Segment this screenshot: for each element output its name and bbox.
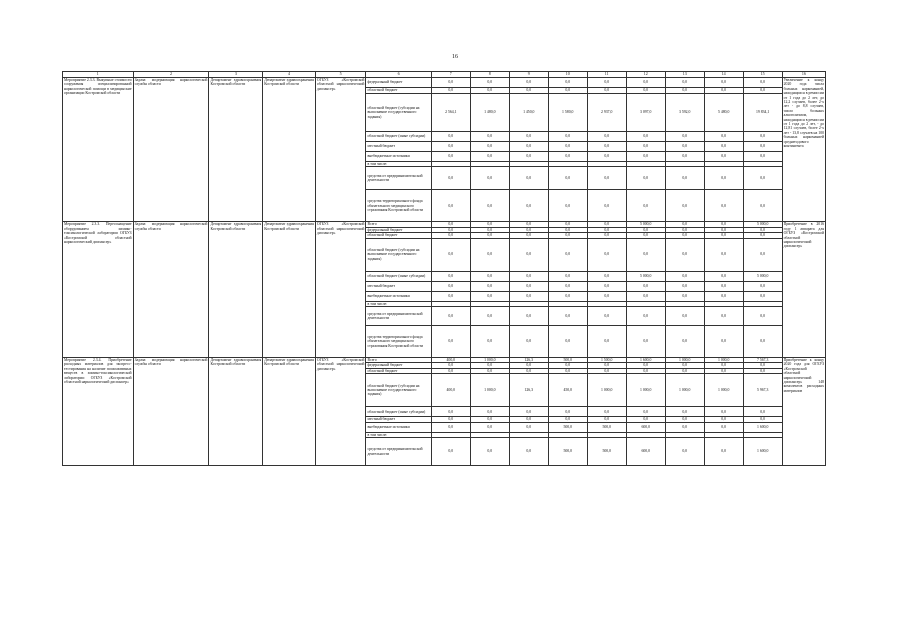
funding-source-cell: федеральный бюджет (366, 363, 431, 368)
value-cell: 400,0 (431, 358, 470, 363)
value-cell: 0,0 (743, 307, 782, 326)
value-cell: 0,0 (665, 142, 704, 152)
executor-cell: Департамент здравоохранения Костромской области (209, 358, 263, 466)
value-cell: 0,0 (587, 222, 626, 227)
value-cell: 0,0 (626, 132, 665, 142)
value-cell: 0,0 (743, 142, 782, 152)
value-cell: 0,0 (704, 222, 743, 227)
value-cell: 0,0 (704, 142, 743, 152)
value-cell: 0,0 (509, 142, 548, 152)
value-cell: 0,0 (509, 271, 548, 281)
value-cell: 0,0 (509, 407, 548, 417)
value-cell: 0,0 (470, 238, 509, 271)
value-cell: 0,0 (665, 167, 704, 190)
value-cell: 0,0 (470, 152, 509, 162)
value-cell: 0,0 (431, 190, 470, 222)
value-cell: 0,0 (509, 190, 548, 222)
value-cell: 0,0 (509, 307, 548, 326)
column-number: 15 (743, 72, 782, 78)
value-cell: 0,0 (431, 238, 470, 271)
column-number: 16 (782, 72, 825, 78)
column-number: 9 (509, 72, 548, 78)
funding-source-cell: областной бюджет (366, 233, 431, 238)
value-cell: 0,0 (665, 132, 704, 142)
funding-source-cell: средства от предпринимательской деятельности (366, 307, 431, 326)
value-cell: 0,0 (431, 88, 470, 94)
column-number: 8 (470, 72, 509, 78)
executor-cell: Департамент здравоохранения Костромской области (209, 222, 263, 358)
value-cell: 0,0 (431, 281, 470, 291)
value-cell: 0,0 (665, 281, 704, 291)
value-cell: 500,0 (548, 358, 587, 363)
value-cell: 3 097,0 (626, 94, 665, 132)
value-cell: 0,0 (470, 271, 509, 281)
value-cell: 0,0 (470, 407, 509, 417)
value-cell: 1 000,0 (704, 358, 743, 363)
value-cell: 0,0 (665, 238, 704, 271)
value-cell: 500,0 (548, 438, 587, 466)
value-cell: 0,0 (470, 88, 509, 94)
value-cell: 0,0 (470, 368, 509, 373)
value-cell: 0,0 (431, 417, 470, 422)
value-cell: 0,0 (704, 78, 743, 88)
value-cell: 1 000,0 (626, 374, 665, 407)
value-cell: 2 937,0 (587, 94, 626, 132)
value-cell: 0,0 (470, 227, 509, 232)
value-cell: 0,0 (431, 132, 470, 142)
value-cell: 0,0 (509, 227, 548, 232)
value-cell: 5 480,0 (704, 94, 743, 132)
value-cell: 0,0 (548, 152, 587, 162)
funding-source-cell: в том числе: (366, 301, 431, 306)
value-cell: 0,0 (431, 271, 470, 281)
value-cell: 0,0 (704, 88, 743, 94)
value-cell: 0,0 (587, 190, 626, 222)
value-cell: 0,0 (548, 291, 587, 301)
value-cell: 0,0 (548, 222, 587, 227)
value-cell: 0,0 (470, 291, 509, 301)
value-cell: 0,0 (431, 407, 470, 417)
coexecutor-cell: Департамент здравоохранения Костромской области (263, 78, 316, 222)
value-cell: 0,0 (431, 167, 470, 190)
funding-source-cell: средства территориального фонда обязательного медицинского страхования Костромской области (366, 326, 431, 358)
value-cell: 0,0 (548, 233, 587, 238)
coexecutor-cell: Департамент здравоохранения Костромской области (263, 222, 316, 358)
value-cell: 0,0 (626, 152, 665, 162)
value-cell: 0,0 (704, 152, 743, 162)
value-cell: 126,3 (509, 374, 548, 407)
column-number: 12 (626, 72, 665, 78)
value-cell: 126,3 (509, 358, 548, 363)
value-cell: 0,0 (431, 142, 470, 152)
funding-source-cell: в том числе: (366, 162, 431, 167)
value-cell: 0,0 (587, 307, 626, 326)
value-cell: 1 580,0 (548, 94, 587, 132)
column-number: 10 (548, 72, 587, 78)
value-cell: 0,0 (626, 190, 665, 222)
recipient-cell: ОГБУЗ «Костромской областной наркологический диспансер» (315, 222, 366, 358)
value-cell: 0,0 (665, 78, 704, 88)
value-cell: 0,0 (626, 238, 665, 271)
funding-source-cell: областной бюджет (366, 88, 431, 94)
value-cell: 0,0 (470, 307, 509, 326)
value-cell: 0,0 (704, 167, 743, 190)
value-cell: 0,0 (548, 132, 587, 142)
value-cell: 0,0 (431, 363, 470, 368)
funding-source-cell: областной бюджет (иные субсидии) (366, 271, 431, 281)
funding-source-cell: местный бюджет (366, 281, 431, 291)
funding-source-cell: внебюджетные источники (366, 152, 431, 162)
value-cell: 0,0 (626, 78, 665, 88)
value-cell: 0,0 (665, 291, 704, 301)
value-cell: 0,0 (548, 326, 587, 358)
result-cell: Приобретение к концу 2020 года для ОГБУЗ «Костромской областной наркологический диспансер» 148 комплектов расходных материалов (782, 358, 825, 466)
value-cell: 0,0 (509, 78, 548, 88)
measure-cell: Мероприятие 2.3.4. Приобретение расходных материалов для экспресс-тестирования на наличие психоактивных веществ в химико-токсикологической лаборатории ОГБУЗ «Костромской областной наркологический диспансер» (63, 358, 134, 466)
value-cell: 0,0 (704, 422, 743, 432)
value-cell: 0,0 (548, 271, 587, 281)
value-cell: 0,0 (704, 238, 743, 271)
recipient-cell: ОГБУЗ «Костромской областной наркологический диспансер» (315, 358, 366, 466)
value-cell: 0,0 (704, 281, 743, 291)
column-number: 1 (63, 72, 134, 78)
value-cell: 0,0 (548, 227, 587, 232)
value-cell: 0,0 (587, 407, 626, 417)
value-cell: 0,0 (509, 422, 548, 432)
value-cell: 1 480,0 (470, 94, 509, 132)
value-cell: 0,0 (509, 238, 548, 271)
funding-source-cell: федеральный бюджет (366, 78, 431, 88)
task-cell: Задача: модернизация наркологической службы области (133, 78, 209, 222)
result-cell: Увеличение к концу 2020 года числа больных наркоманией, находящихся в ремиссии от 1 года до 2 лет, до 12,2 случаев, более 2-х лет - до 8,8 случаев, число больных алкоголизмом, находящихся в ремиссии от 1 года до 2 лет, - до 12,81 случаев, более 2-х лет - 13,8 случаев на 100 больных наркоманией среднегодового контингента (782, 78, 825, 222)
value-cell: 0,0 (626, 281, 665, 291)
value-cell: 0,0 (743, 363, 782, 368)
value-cell: 0,0 (665, 271, 704, 281)
value-cell: 0,0 (626, 307, 665, 326)
value-cell: 0,0 (626, 407, 665, 417)
value-cell: 0,0 (509, 291, 548, 301)
value-cell: 0,0 (470, 233, 509, 238)
value-cell: 0,0 (704, 438, 743, 466)
value-cell: 0,0 (509, 222, 548, 227)
page-number: 16 (452, 54, 458, 60)
value-cell: 0,0 (587, 271, 626, 281)
value-cell: 1 600,0 (626, 358, 665, 363)
value-cell: 0,0 (626, 233, 665, 238)
value-cell: 0,0 (470, 142, 509, 152)
value-cell: 0,0 (626, 167, 665, 190)
value-cell: 0,0 (431, 326, 470, 358)
value-cell: 450,0 (548, 374, 587, 407)
value-cell: 0,0 (431, 422, 470, 432)
funding-source-cell: областной бюджет (366, 368, 431, 373)
column-number: 7 (431, 72, 470, 78)
value-cell: 0,0 (548, 238, 587, 271)
value-cell: 0,0 (470, 422, 509, 432)
value-cell: 0,0 (548, 88, 587, 94)
value-cell: 0,0 (548, 142, 587, 152)
value-cell: 0,0 (587, 152, 626, 162)
funding-source-cell: областной бюджет (субсидии на выполнение государственного задания) (366, 374, 431, 407)
task-cell: Задача: модернизация наркологической службы области (133, 358, 209, 466)
value-cell: 0,0 (665, 152, 704, 162)
value-cell: 0,0 (626, 368, 665, 373)
value-cell: 0,0 (743, 407, 782, 417)
value-cell: 1 600,0 (743, 422, 782, 432)
value-cell: 0,0 (665, 407, 704, 417)
value-cell: 0,0 (626, 88, 665, 94)
value-cell: 0,0 (665, 326, 704, 358)
value-cell: 500,0 (548, 422, 587, 432)
value-cell: 5 967,3 (743, 374, 782, 407)
value-cell: 0,0 (665, 88, 704, 94)
value-cell: 0,0 (665, 190, 704, 222)
value-cell: 0,0 (509, 88, 548, 94)
value-cell: 0,0 (665, 422, 704, 432)
funding-source-cell: местный бюджет (366, 142, 431, 152)
value-cell: 0,0 (431, 222, 470, 227)
value-cell: 0,0 (743, 227, 782, 232)
value-cell: 0,0 (704, 291, 743, 301)
value-cell: 0,0 (743, 167, 782, 190)
value-cell: 0,0 (704, 190, 743, 222)
value-cell: 0,0 (470, 438, 509, 466)
value-cell: 1 000,0 (665, 358, 704, 363)
value-cell: 0,0 (587, 281, 626, 291)
value-cell: 7 567,3 (743, 358, 782, 363)
value-cell: 0,0 (743, 417, 782, 422)
value-cell: 0,0 (665, 368, 704, 373)
table-row (63, 78, 826, 88)
value-cell: 0,0 (587, 132, 626, 142)
value-cell: 0,0 (587, 326, 626, 358)
column-number: 5 (315, 72, 366, 78)
value-cell: 0,0 (470, 363, 509, 368)
value-cell: 0,0 (509, 368, 548, 373)
value-cell: 1 000,0 (587, 374, 626, 407)
value-cell: 0,0 (548, 190, 587, 222)
measure-cell: Мероприятие 2.3.3. Переоснащение оборудованием химико-токсикологической лаборатории ОГБУЗ «Костромской областной наркологический диспансер» (63, 222, 134, 358)
funding-source-cell: внебюджетные источники (366, 422, 431, 432)
funding-source-cell: средства территориального фонда обязательного медицинского страхования Костромской области (366, 190, 431, 222)
value-cell: 0,0 (431, 438, 470, 466)
value-cell: 2 564,1 (431, 94, 470, 132)
value-cell: 0,0 (509, 152, 548, 162)
value-cell: 0,0 (509, 233, 548, 238)
funding-source-cell: областной бюджет (иные субсидии) (366, 132, 431, 142)
value-cell: 5 000,0 (626, 271, 665, 281)
executor-cell: Департамент здравоохранения Костромской области (209, 78, 263, 222)
value-cell: 0,0 (704, 307, 743, 326)
funding-source-cell: внебюджетные источники (366, 291, 431, 301)
funding-source-cell: Всего (366, 358, 431, 363)
value-cell: 0,0 (626, 227, 665, 232)
funding-source-cell: областной бюджет (субсидии на выполнение государственного задания) (366, 238, 431, 271)
budget-table (62, 71, 826, 466)
value-cell: 500,0 (587, 422, 626, 432)
value-cell: 0,0 (548, 78, 587, 88)
value-cell: 0,0 (587, 167, 626, 190)
value-cell: 0,0 (665, 307, 704, 326)
column-number: 13 (665, 72, 704, 78)
value-cell: 0,0 (743, 326, 782, 358)
value-cell: 0,0 (743, 233, 782, 238)
value-cell: 0,0 (704, 326, 743, 358)
value-cell: 0,0 (548, 368, 587, 373)
value-cell: 0,0 (704, 271, 743, 281)
funding-source-cell: средства от предпринимательской деятельности (366, 167, 431, 190)
value-cell: 0,0 (470, 417, 509, 422)
value-cell: 600,0 (626, 438, 665, 466)
value-cell: 0,0 (509, 417, 548, 422)
value-cell: 0,0 (665, 222, 704, 227)
value-cell: 0,0 (587, 291, 626, 301)
value-cell: 3 592,0 (665, 94, 704, 132)
value-cell: 0,0 (743, 152, 782, 162)
column-number: 2 (133, 72, 209, 78)
value-cell: 0,0 (431, 152, 470, 162)
value-cell: 0,0 (704, 407, 743, 417)
column-number: 4 (263, 72, 316, 78)
value-cell: 0,0 (587, 88, 626, 94)
value-cell: 1 000,0 (470, 358, 509, 363)
value-cell: 0,0 (704, 132, 743, 142)
value-cell: 0,0 (548, 407, 587, 417)
value-cell: 0,0 (743, 281, 782, 291)
value-cell: 0,0 (431, 78, 470, 88)
value-cell: 0,0 (548, 281, 587, 291)
value-cell: 0,0 (470, 281, 509, 291)
value-cell: 0,0 (548, 417, 587, 422)
column-number: 14 (704, 72, 743, 78)
value-cell: 0,0 (665, 233, 704, 238)
value-cell: 0,0 (509, 281, 548, 291)
value-cell: 0,0 (587, 417, 626, 422)
value-cell: 600,0 (626, 422, 665, 432)
value-cell: 0,0 (587, 238, 626, 271)
value-cell: 0,0 (587, 227, 626, 232)
value-cell: 0,0 (509, 326, 548, 358)
value-cell: 0,0 (431, 227, 470, 232)
value-cell: 0,0 (665, 417, 704, 422)
value-cell: 0,0 (665, 363, 704, 368)
value-cell: 0,0 (470, 326, 509, 358)
value-cell: 1 600,0 (743, 438, 782, 466)
value-cell: 0,0 (626, 417, 665, 422)
value-cell: 0,0 (743, 132, 782, 142)
measure-cell: Мероприятие 2.3.3. Выкупные стоимости сооружения специализированной наркологической помощи в медицинские организации Костромской области (63, 78, 134, 222)
value-cell: 0,0 (743, 238, 782, 271)
value-cell: 0,0 (704, 227, 743, 232)
value-cell: 0,0 (548, 167, 587, 190)
value-cell: 0,0 (548, 307, 587, 326)
column-number: 6 (366, 72, 431, 78)
funding-source-cell: федеральный бюджет (366, 227, 431, 232)
recipient-cell: ОГБУЗ «Костромской областной наркологический диспансер» (315, 78, 366, 222)
value-cell: 0,0 (587, 368, 626, 373)
value-cell: 5 000,0 (626, 222, 665, 227)
value-cell: 0,0 (626, 291, 665, 301)
value-cell: 1 000,0 (470, 374, 509, 407)
value-cell: 0,0 (509, 167, 548, 190)
value-cell: 0,0 (548, 363, 587, 368)
funding-source-cell: в том числе: (366, 432, 431, 437)
value-cell: 0,0 (431, 307, 470, 326)
task-cell: Задача: модернизация наркологической службы области (133, 222, 209, 358)
column-number: 11 (587, 72, 626, 78)
value-cell: 0,0 (509, 363, 548, 368)
funding-source-cell: областной бюджет (субсидии на выполнение государственного задания) (366, 94, 431, 132)
value-cell: 400,0 (431, 374, 470, 407)
value-cell: 0,0 (626, 326, 665, 358)
value-cell: 5 000,0 (743, 271, 782, 281)
value-cell: 0,0 (470, 190, 509, 222)
value-cell: 0,0 (470, 222, 509, 227)
value-cell: 0,0 (743, 190, 782, 222)
value-cell: 0,0 (587, 363, 626, 368)
value-cell: 0,0 (704, 363, 743, 368)
value-cell: 0,0 (743, 88, 782, 94)
result-cell: Приобретение в 2016 году 1 аппарата для ОГБУЗ «Костромской областной наркологический диспансер» (782, 222, 825, 358)
value-cell: 0,0 (431, 368, 470, 373)
coexecutor-cell: Департамент здравоохранения Костромской области (263, 358, 316, 466)
value-cell: 500,0 (587, 438, 626, 466)
value-cell: 0,0 (743, 368, 782, 373)
value-cell: 0,0 (470, 132, 509, 142)
funding-source-cell: средства от предпринимательской деятельности (366, 438, 431, 466)
value-cell: 0,0 (587, 233, 626, 238)
value-cell: 0,0 (704, 417, 743, 422)
value-cell: 0,0 (665, 438, 704, 466)
value-cell: 0,0 (587, 78, 626, 88)
value-cell: 0,0 (704, 233, 743, 238)
value-cell: 19 834,1 (743, 94, 782, 132)
value-cell: 0,0 (509, 132, 548, 142)
funding-source-cell: областной бюджет (иные субсидии) (366, 407, 431, 417)
value-cell: 5 000,0 (743, 222, 782, 227)
value-cell: 1 000,0 (704, 374, 743, 407)
value-cell: 0,0 (470, 78, 509, 88)
value-cell: 0,0 (743, 291, 782, 301)
value-cell: 0,0 (431, 291, 470, 301)
value-cell: 0,0 (587, 142, 626, 152)
value-cell: 1 450,0 (509, 94, 548, 132)
value-cell: 0,0 (470, 167, 509, 190)
value-cell: 0,0 (626, 363, 665, 368)
value-cell: 1 500,0 (587, 358, 626, 363)
funding-source-cell: местный бюджет (366, 417, 431, 422)
value-cell: 0,0 (431, 233, 470, 238)
column-number: 3 (209, 72, 263, 78)
value-cell: 0,0 (509, 438, 548, 466)
value-cell: 1 000,0 (665, 374, 704, 407)
value-cell: 0,0 (704, 368, 743, 373)
funding-source-cell: Всего (366, 222, 431, 227)
value-cell: 0,0 (626, 142, 665, 152)
value-cell: 0,0 (665, 227, 704, 232)
value-cell: 0,0 (743, 78, 782, 88)
